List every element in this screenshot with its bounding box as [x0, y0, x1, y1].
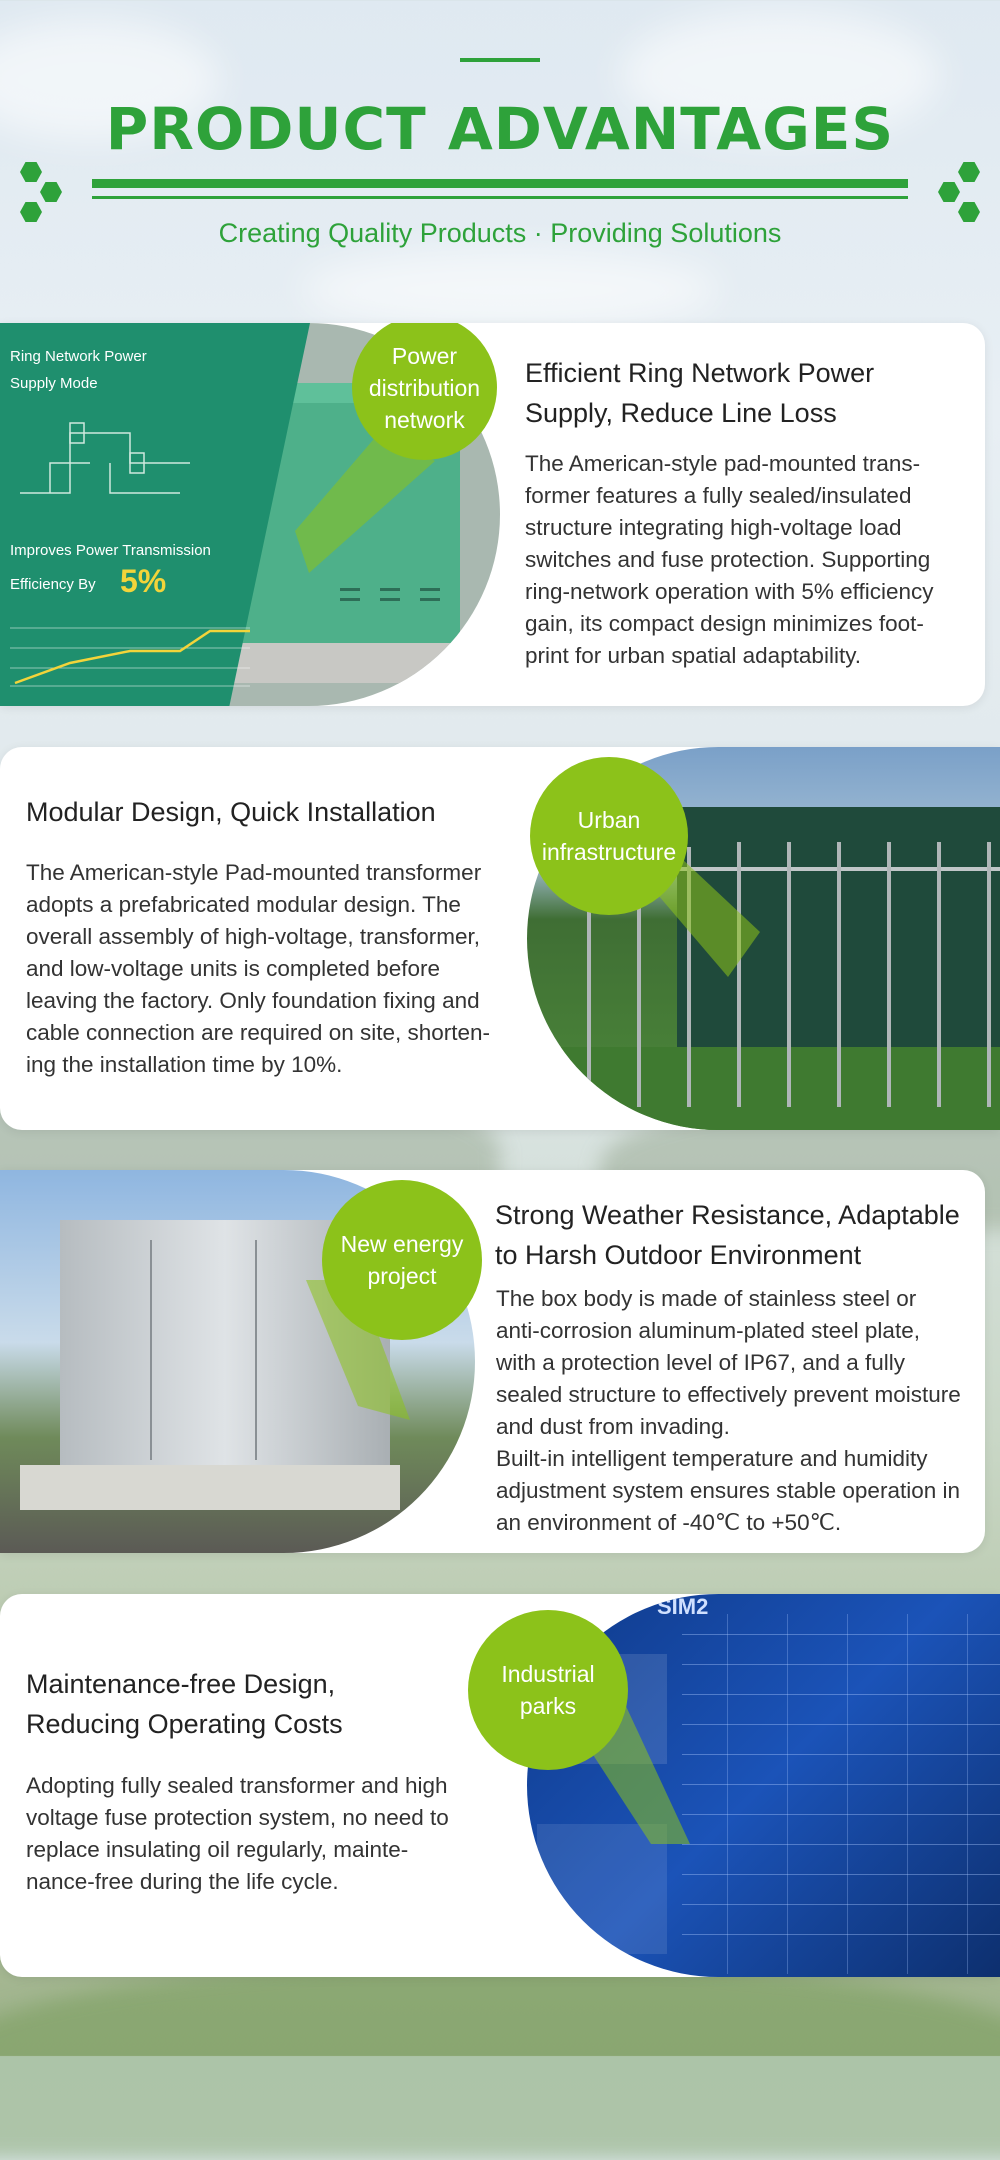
table-gridline — [682, 1754, 1000, 1755]
card-body: The American-style pad-mounted trans- former features a fully sealed/insulated structure integrating high-voltage load switches and fuse protection. Supporting ring-network operation with 5% efficiency gain, its compact design minimizes foot- print for urban spatial adaptability. — [525, 451, 934, 668]
application-bubble: New energy project — [322, 1180, 482, 1340]
card-body: The box body is made of stainless steel or anti-corrosion aluminum-plated steel plate, with a protection level of IP67, and a fully sealed structure to effectively prevent moisture and dust from invading. Built-in intelligent temperature and humidity adjustment system ensures stable operation in an environment of -40℃ to +50℃. — [496, 1286, 961, 1535]
card-body: Adopting fully sealed transformer and high voltage fuse protection system, no need to replace insulating oil regularly, mainte- nance-free during the life cycle. — [26, 1773, 449, 1894]
mode-label-line: Supply Mode — [10, 375, 98, 392]
header-underline-thin — [92, 196, 908, 199]
advantage-card-weather — [0, 1170, 985, 1553]
cabinet-vent — [340, 598, 360, 601]
dashboard-title: SIM2 — [657, 1594, 709, 1619]
table-gridline — [907, 1614, 908, 1974]
improve-label: Improves Power Transmission — [10, 542, 211, 559]
growth-line-icon — [10, 613, 260, 693]
page-title: PRODUCT ADVANTAGES — [105, 95, 895, 163]
card-heading: Efficient Ring Network Power Supply, Reduce Line Loss — [525, 358, 875, 428]
cabinet-base — [230, 643, 500, 683]
hexagon-icon — [958, 162, 980, 182]
table-gridline — [682, 1724, 1000, 1725]
cabinet-vent — [340, 588, 360, 591]
card-heading: Strong Weather Resistance, Adaptable to Harsh Outdoor Environment — [495, 1200, 960, 1270]
table-gridline — [682, 1874, 1000, 1875]
cabinet-door-seam — [255, 1240, 257, 1460]
advantage-card-ring-network — [0, 323, 985, 706]
fence-bar — [937, 842, 941, 1107]
hexagon-icon — [20, 162, 42, 182]
card-body: The American-style Pad-mounted transformer adopts a prefabricated modular design. The overall assembly of high-voltage, transformer, and low-voltage units is completed before leaving the factory. Only foundation fixing and cable connection are required on site, shorten- ing the installation time by 10%. — [26, 860, 491, 1077]
application-bubble: Industrial parks — [468, 1610, 628, 1770]
fence-bar — [787, 842, 791, 1107]
efficiency-percent: 5% — [120, 563, 167, 599]
table-gridline — [727, 1614, 728, 1974]
table-gridline — [847, 1614, 848, 1974]
fence-bar — [887, 842, 891, 1107]
table-gridline — [682, 1664, 1000, 1665]
cabinet-vent — [420, 588, 440, 591]
fence-bar — [737, 842, 741, 1107]
cabinet-door-seam — [150, 1240, 152, 1460]
table-gridline — [682, 1634, 1000, 1635]
mode-label-line: Ring Network Power — [10, 348, 147, 365]
table-gridline — [682, 1784, 1000, 1785]
cabinet-vent — [420, 598, 440, 601]
card-heading: Maintenance-free Design, Reducing Operating Costs — [26, 1669, 343, 1739]
fence-bar — [837, 842, 841, 1107]
circuit-diagram-icon — [10, 403, 200, 513]
table-gridline — [682, 1694, 1000, 1695]
cabinet-vent — [380, 588, 400, 591]
concrete-base — [20, 1465, 400, 1510]
application-bubble: Power distribution network — [352, 323, 497, 460]
hill-decoration — [0, 1960, 1000, 2160]
header-underline — [92, 179, 908, 188]
dashboard-panel — [537, 1824, 667, 1954]
page-subtitle: Creating Quality Products · Providing Solutions — [218, 218, 782, 248]
advantage-card-maintenance — [0, 1594, 1000, 1977]
card-heading: Modular Design, Quick Installation — [26, 797, 436, 827]
advantage-card-modular — [0, 747, 1000, 1130]
table-gridline — [682, 1814, 1000, 1815]
grass-area — [527, 1047, 1000, 1130]
hexagon-icon — [40, 182, 62, 202]
cloud-decoration — [300, 250, 720, 330]
header-top-line — [460, 58, 540, 62]
fence-bar — [987, 842, 991, 1107]
application-bubble: Urban infrastructure — [530, 757, 688, 915]
table-gridline — [682, 1934, 1000, 1935]
improve-label-2: Efficiency By — [10, 576, 96, 593]
table-gridline — [967, 1614, 968, 1974]
cabinet-vent — [380, 598, 400, 601]
table-gridline — [682, 1904, 1000, 1905]
hexagon-icon — [938, 182, 960, 202]
table-gridline — [682, 1844, 1000, 1845]
table-gridline — [787, 1614, 788, 1974]
